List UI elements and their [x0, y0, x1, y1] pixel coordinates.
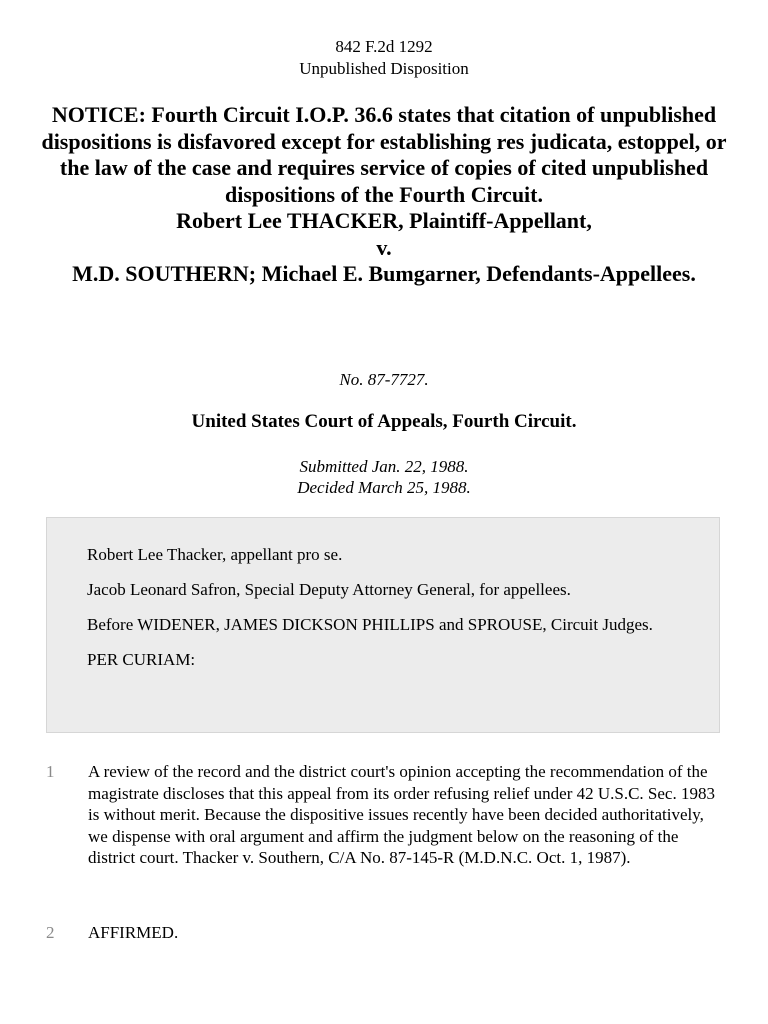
paragraph-text: A review of the record and the district court's opinion accepting the recommendation of the magistrate discloses that this appeal from its order refusing relief under 42 U.S.C. Sec. 1983 is without merit. Because the dispositive issues recently have been decided authoritatively, we dispense with oral argument and affirm the judgment below on the reasoning of the district court. Thacker v. Southern, C/A No. 87-145-R (M.D.N.C. Oct. 1, 1987). [88, 762, 715, 867]
opinion-paragraph [46, 761, 726, 869]
plaintiff-name: Robert Lee THACKER, Plaintiff-Appellant, [176, 208, 592, 233]
court-name: United States Court of Appeals, Fourth Circuit. [191, 411, 577, 432]
disposition-label: Unpublished Disposition [299, 59, 469, 78]
panel-judges: Before WIDENER, JAMES DICKSON PHILLIPS and SPROUSE, Circuit Judges. [87, 615, 653, 634]
case-title [0, 102, 768, 288]
defendants-name: M.D. SOUTHERN; Michael E. Bumgarner, Defendants-Appellees. [72, 261, 696, 286]
submitted-date: Submitted Jan. 22, 1988. [299, 457, 469, 476]
paragraph-text: AFFIRMED. [88, 923, 179, 942]
appellees-counsel: Jacob Leonard Safron, Special Deputy Attorney General, for appellees. [87, 580, 571, 599]
paragraph-number: 2 [46, 923, 55, 942]
per-curiam-label: PER CURIAM: [87, 650, 196, 669]
notice-text: NOTICE: Fourth Circuit I.O.P. 36.6 states that citation of unpublished dispositions is disfavored except for establishing res judicata, estoppel, or the law of the case and requires service of copies of cited unpublished dispositions of the Fourth Circuit. [41, 102, 727, 207]
appellant-counsel: Robert Lee Thacker, appellant pro se. [87, 545, 343, 564]
counsel-box [46, 517, 720, 733]
opinion-paragraph [46, 922, 726, 944]
citation-header [0, 36, 768, 80]
versus-label: v. [376, 234, 392, 260]
docket-number: No. 87-7727. [339, 370, 429, 389]
reporter-citation: 842 F.2d 1292 [335, 37, 433, 56]
decided-date: Decided March 25, 1988. [297, 478, 471, 497]
paragraph-number: 1 [46, 762, 55, 781]
case-dates [0, 456, 768, 498]
